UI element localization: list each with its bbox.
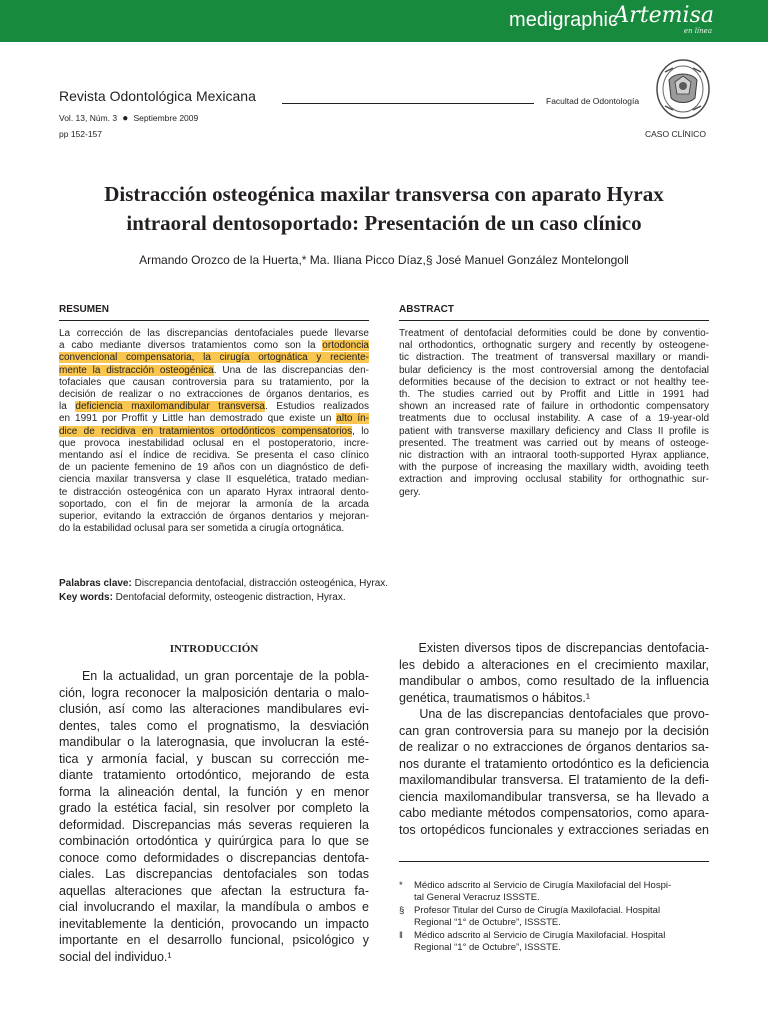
text-segment: La corrección de las discrepancias dentofaciales puede llevarse bbox=[59, 328, 369, 339]
footnote-line: Regional “1° de Octubre”, ISSSTE. bbox=[414, 917, 561, 928]
footnote-text bbox=[414, 905, 711, 929]
bullet-icon: ● bbox=[119, 113, 132, 124]
text-line bbox=[59, 899, 369, 916]
text-line bbox=[59, 413, 369, 425]
text-segment: tos ortopédicos funcionales y extracciones seriadas en bbox=[399, 822, 709, 837]
medigraphic-logo-text: medigraphic bbox=[509, 9, 618, 31]
footnote-symbol: * bbox=[399, 880, 403, 891]
text-segment: Existen diversos tipos de discrepancias dentofacia- bbox=[399, 641, 709, 655]
text-segment: tofaciales que causan controversia para su tratamiento, por la bbox=[59, 376, 369, 388]
text-segment: En la actualidad, un gran porcentaje de la pobla- bbox=[59, 669, 369, 683]
text-segment: forma la alineación dental, la función y en menor bbox=[59, 784, 369, 799]
text-segment: deformidad. Discrepancias más severas requieren la bbox=[59, 817, 369, 832]
en-linea-logo-text: en línea bbox=[683, 27, 712, 35]
text-line bbox=[59, 487, 369, 499]
text-segment: grado la estética facial, sin resolver por completo la bbox=[59, 801, 369, 815]
text-segment: , lo bbox=[352, 425, 369, 437]
footnote-line: Regional “1° de Octubre”, ISSSTE. bbox=[414, 942, 561, 953]
highlighted-text: dice de recidiva en tratamientos ortodónticos compensatorios bbox=[59, 425, 353, 437]
text-line bbox=[59, 499, 369, 511]
text-line bbox=[59, 718, 369, 735]
text-line bbox=[59, 328, 369, 340]
text-line bbox=[59, 668, 369, 685]
text-line bbox=[59, 352, 369, 364]
text-segment: ciencia maxilomandibular transversa, se ha llevado a bbox=[399, 789, 709, 804]
text-segment: Treatment of dentofacial deformities could be done by conventio- bbox=[399, 328, 709, 339]
text-line bbox=[59, 474, 369, 486]
highlighted-text: alto ín- bbox=[336, 413, 369, 425]
text-segment: can gran controversia para su manejo por la decisión bbox=[399, 723, 709, 738]
text-line bbox=[399, 450, 709, 462]
text-segment: ciales. Las discrepancias dentofaciales son todas bbox=[59, 867, 369, 881]
resumen-text bbox=[59, 328, 369, 535]
text-line bbox=[399, 789, 709, 806]
text-line bbox=[399, 340, 709, 352]
text-line bbox=[59, 401, 369, 413]
text-line bbox=[399, 328, 709, 340]
authors: Armando Orozco de la Huerta,* Ma. Iliana Picco Díaz,§ José Manuel González Montelongo‖ bbox=[139, 253, 629, 267]
text-segment: . Una de las discrepancias den- bbox=[213, 364, 370, 376]
text-segment: shown an increased rate of failure in orthodontic compensatory bbox=[399, 401, 709, 413]
article-title bbox=[44, 180, 724, 238]
palabras-clave-text: Discrepancia dentofacial, distracción osteogénica, Hyrax. bbox=[131, 578, 389, 589]
text-line bbox=[399, 673, 709, 690]
text-line bbox=[399, 352, 709, 364]
key-words-text: Dentofacial deformity, osteogenic distraction, Hyrax. bbox=[112, 592, 346, 603]
text-segment: mandibular o la laterognasia, que involucran la esté- bbox=[59, 735, 369, 749]
intro-left-column bbox=[59, 668, 369, 965]
footnote-line: Profesor Titular del Curso de Cirugía Maxilofacial. Hospital bbox=[414, 905, 661, 916]
title-line-2: intraoral dentosoportado: Presentación de un caso clínico bbox=[126, 211, 642, 235]
text-segment: clusión, así como las alteraciones mandibulares evi- bbox=[59, 702, 369, 716]
page-range: pp 152-157 bbox=[59, 129, 103, 139]
text-line bbox=[59, 784, 369, 801]
text-line bbox=[59, 389, 369, 401]
text-line bbox=[399, 365, 709, 377]
text-line bbox=[399, 487, 709, 499]
text-line bbox=[59, 833, 369, 850]
abstract-rule bbox=[399, 320, 709, 321]
footnote-symbol: § bbox=[399, 905, 405, 916]
journal-rule bbox=[282, 103, 534, 104]
footnote-text bbox=[414, 930, 711, 954]
text-line bbox=[59, 450, 369, 462]
text-segment: mandibular o ambos, como resultado de la influencia bbox=[399, 674, 709, 688]
footnote-text bbox=[414, 880, 711, 904]
key-words bbox=[59, 592, 346, 603]
text-segment: de un paciente femenino de 19 años con un diagnóstico de defi- bbox=[59, 462, 369, 474]
highlighted-text: mente la distracción osteogénica bbox=[59, 364, 214, 376]
text-line bbox=[59, 751, 369, 768]
text-line bbox=[59, 916, 369, 933]
text-segment: nos durante el tratamiento ortodóntico es la deficiencia bbox=[399, 756, 709, 771]
top-banner bbox=[0, 0, 768, 42]
abstract-text bbox=[399, 328, 709, 499]
text-line bbox=[59, 701, 369, 718]
text-segment: superior, evitando la extracción de órganos dentarios y mejoran- bbox=[59, 511, 369, 523]
footnote-line: Médico adscrito al Servicio de Cirugía Maxilofacial del Hospi- bbox=[414, 880, 672, 891]
text-segment: gery. bbox=[399, 486, 421, 498]
text-segment: diante tratamiento ortodóntico, mejorando de esta bbox=[59, 768, 369, 782]
text-segment: la bbox=[59, 401, 76, 413]
abstract-heading: ABSTRACT bbox=[399, 304, 454, 315]
text-segment: te distracción osteogénica con un aparato Hyrax intraoral dento- bbox=[59, 486, 369, 498]
article-type: CASO CLÍNICO bbox=[645, 129, 706, 139]
highlighted-text: convencional compensatoria, la cirugía ortognática y reciente- bbox=[59, 352, 369, 364]
text-segment: soportado, con el fin de mejorar la armonía de la arcada bbox=[59, 498, 369, 510]
text-line bbox=[59, 685, 369, 702]
text-line bbox=[399, 706, 709, 723]
text-line bbox=[59, 850, 369, 867]
text-segment: bular deficiency is the most controversial among the dentofacial bbox=[399, 364, 709, 376]
text-line bbox=[59, 734, 369, 751]
footnote-line: Médico adscrito al Servicio de Cirugía Maxilofacial. Hospital bbox=[414, 930, 666, 941]
text-segment: ción, logra reconocer la malposición dentaria o malo- bbox=[59, 685, 369, 700]
text-segment: importante en el desarrollo funcional, psicológico y bbox=[59, 933, 369, 947]
title-line-1: Distracción osteogénica maxilar transversa con aparato Hyrax bbox=[104, 182, 664, 206]
text-segment: th. The studies carried out by Proffit and Little in 1991 had bbox=[399, 389, 709, 401]
issue-number: Vol. 13, Núm. 3 bbox=[59, 113, 118, 123]
text-segment: patient with transverse maxillary deficiency and Class II profile is bbox=[399, 425, 709, 437]
text-line bbox=[399, 772, 709, 789]
text-line bbox=[59, 817, 369, 834]
text-segment: conoce como deformidades o discrepancias dentofa- bbox=[59, 850, 369, 865]
text-segment: cial involucrando el maxilar, la mandíbula o ambos e bbox=[59, 900, 369, 914]
text-line bbox=[59, 866, 369, 883]
text-line bbox=[399, 805, 709, 822]
text-segment: extraction and improving occlusal stability for orthognathic sur- bbox=[399, 474, 709, 486]
text-segment: en 1991 por Proffit y Little han demostrado que existe un bbox=[59, 413, 337, 425]
artemisa-logo-text: Artemisa bbox=[613, 3, 714, 28]
highlighted-text: deficiencia maxilomandibular transversa bbox=[75, 401, 265, 413]
text-line bbox=[399, 438, 709, 450]
journal-name: Revista Odontológica Mexicana bbox=[59, 88, 256, 104]
footnote-line: tal General Veracruz ISSSTE. bbox=[414, 892, 540, 903]
text-segment: nic distraction with an intraoral tooth-supported Hyrax appliance, bbox=[399, 450, 709, 462]
issue-info bbox=[59, 113, 198, 124]
text-line bbox=[399, 462, 709, 474]
palabras-clave-label: Palabras clave: bbox=[59, 578, 132, 589]
text-line bbox=[59, 932, 369, 949]
text-segment: tic distraction. The treatment of transversal maxillary or mandi- bbox=[399, 352, 709, 364]
text-line bbox=[59, 462, 369, 474]
text-line bbox=[399, 426, 709, 438]
text-line bbox=[59, 426, 369, 438]
resumen-rule bbox=[59, 320, 369, 321]
text-segment: deformities because of the decision to extract or not healthy tee- bbox=[399, 376, 709, 388]
text-line bbox=[399, 401, 709, 413]
text-line bbox=[399, 377, 709, 389]
key-words-label: Key words: bbox=[59, 592, 113, 603]
text-segment: combinación ortodóntica y quirúrgica para lo que se bbox=[59, 834, 369, 848]
text-line bbox=[399, 413, 709, 425]
text-line bbox=[399, 389, 709, 401]
text-segment: genética, traumatismos o hábitos.¹ bbox=[399, 690, 591, 705]
text-segment: maxilomandibular transversa. El tratamiento de la defi- bbox=[399, 773, 709, 787]
issue-date: Septiembre 2009 bbox=[133, 113, 199, 123]
text-segment: de realizar o no extracciones de órganos dentarios sa- bbox=[399, 740, 709, 754]
intro-right-column bbox=[399, 640, 709, 838]
text-segment: Una de las discrepancias dentofaciales que provo- bbox=[399, 707, 709, 721]
palabras-clave bbox=[59, 578, 388, 589]
text-segment: les debido a alteraciones en el crecimiento maxilar, bbox=[399, 657, 709, 672]
text-line bbox=[399, 657, 709, 674]
text-segment: dentes, tales como el prognatismo, la desviación bbox=[59, 718, 369, 733]
text-line bbox=[59, 949, 369, 966]
text-line bbox=[399, 640, 709, 657]
text-segment: a cabo mediante diversos tratamientos como son la bbox=[59, 340, 323, 352]
text-line bbox=[399, 723, 709, 740]
faculty-name: Facultad de Odontología bbox=[546, 96, 640, 106]
text-segment: social del individuo.¹ bbox=[59, 949, 172, 964]
footnote-symbol: ‖ bbox=[399, 930, 403, 941]
text-line bbox=[59, 767, 369, 784]
text-segment: nal orthodontics, orthognatic surgery and recently by osteogene- bbox=[399, 340, 709, 352]
unam-seal-icon bbox=[655, 58, 711, 120]
text-line bbox=[59, 883, 369, 900]
text-line bbox=[59, 800, 369, 817]
text-line bbox=[399, 822, 709, 839]
text-segment: decisión de realizar o no extracciones de órganos dentarios, es bbox=[59, 389, 369, 401]
text-segment: presented. The treatment was carried out by means of osteoge- bbox=[399, 437, 709, 449]
footnote-rule bbox=[399, 861, 709, 862]
text-segment: treatments due to occlusal instability. A case of a 19-year-old bbox=[399, 413, 709, 425]
text-segment: que provoca inestabilidad oclusal en el postoperatorio, incre- bbox=[59, 437, 369, 449]
text-line bbox=[399, 739, 709, 756]
text-segment: tica y armonía facial, y buscan su corrección me- bbox=[59, 751, 369, 766]
text-line bbox=[59, 523, 369, 535]
text-segment: with the purpose of increasing the maxillary width, avoiding teeth bbox=[399, 462, 709, 474]
text-segment: do la estabilidad oclusal para ser sometida a cirugía ortognática. bbox=[59, 523, 345, 535]
text-line bbox=[59, 511, 369, 523]
text-segment: ciencia maxilar transversa y clase II esquelética, tratado median- bbox=[59, 474, 369, 486]
text-segment: . Estudios realizados bbox=[265, 401, 369, 413]
intro-heading: INTRODUCCIÓN bbox=[169, 643, 259, 655]
text-line bbox=[399, 690, 709, 707]
text-line bbox=[59, 340, 369, 352]
text-segment: mentando así el índice de recidiva. Se presenta el caso clínico bbox=[59, 450, 369, 462]
text-line bbox=[59, 365, 369, 377]
text-segment: aquellas alteraciones que afectan la estructura fa- bbox=[59, 883, 369, 898]
text-line bbox=[59, 377, 369, 389]
text-line bbox=[399, 756, 709, 773]
highlighted-text: ortodoncia bbox=[322, 340, 369, 352]
text-line bbox=[59, 438, 369, 450]
text-line bbox=[399, 474, 709, 486]
text-segment: cabo mediante métodos compensatorios, como apara- bbox=[399, 806, 709, 820]
resumen-heading: RESUMEN bbox=[59, 304, 110, 315]
text-segment: inevitablemente la dentición, provocando un impacto bbox=[59, 916, 369, 931]
